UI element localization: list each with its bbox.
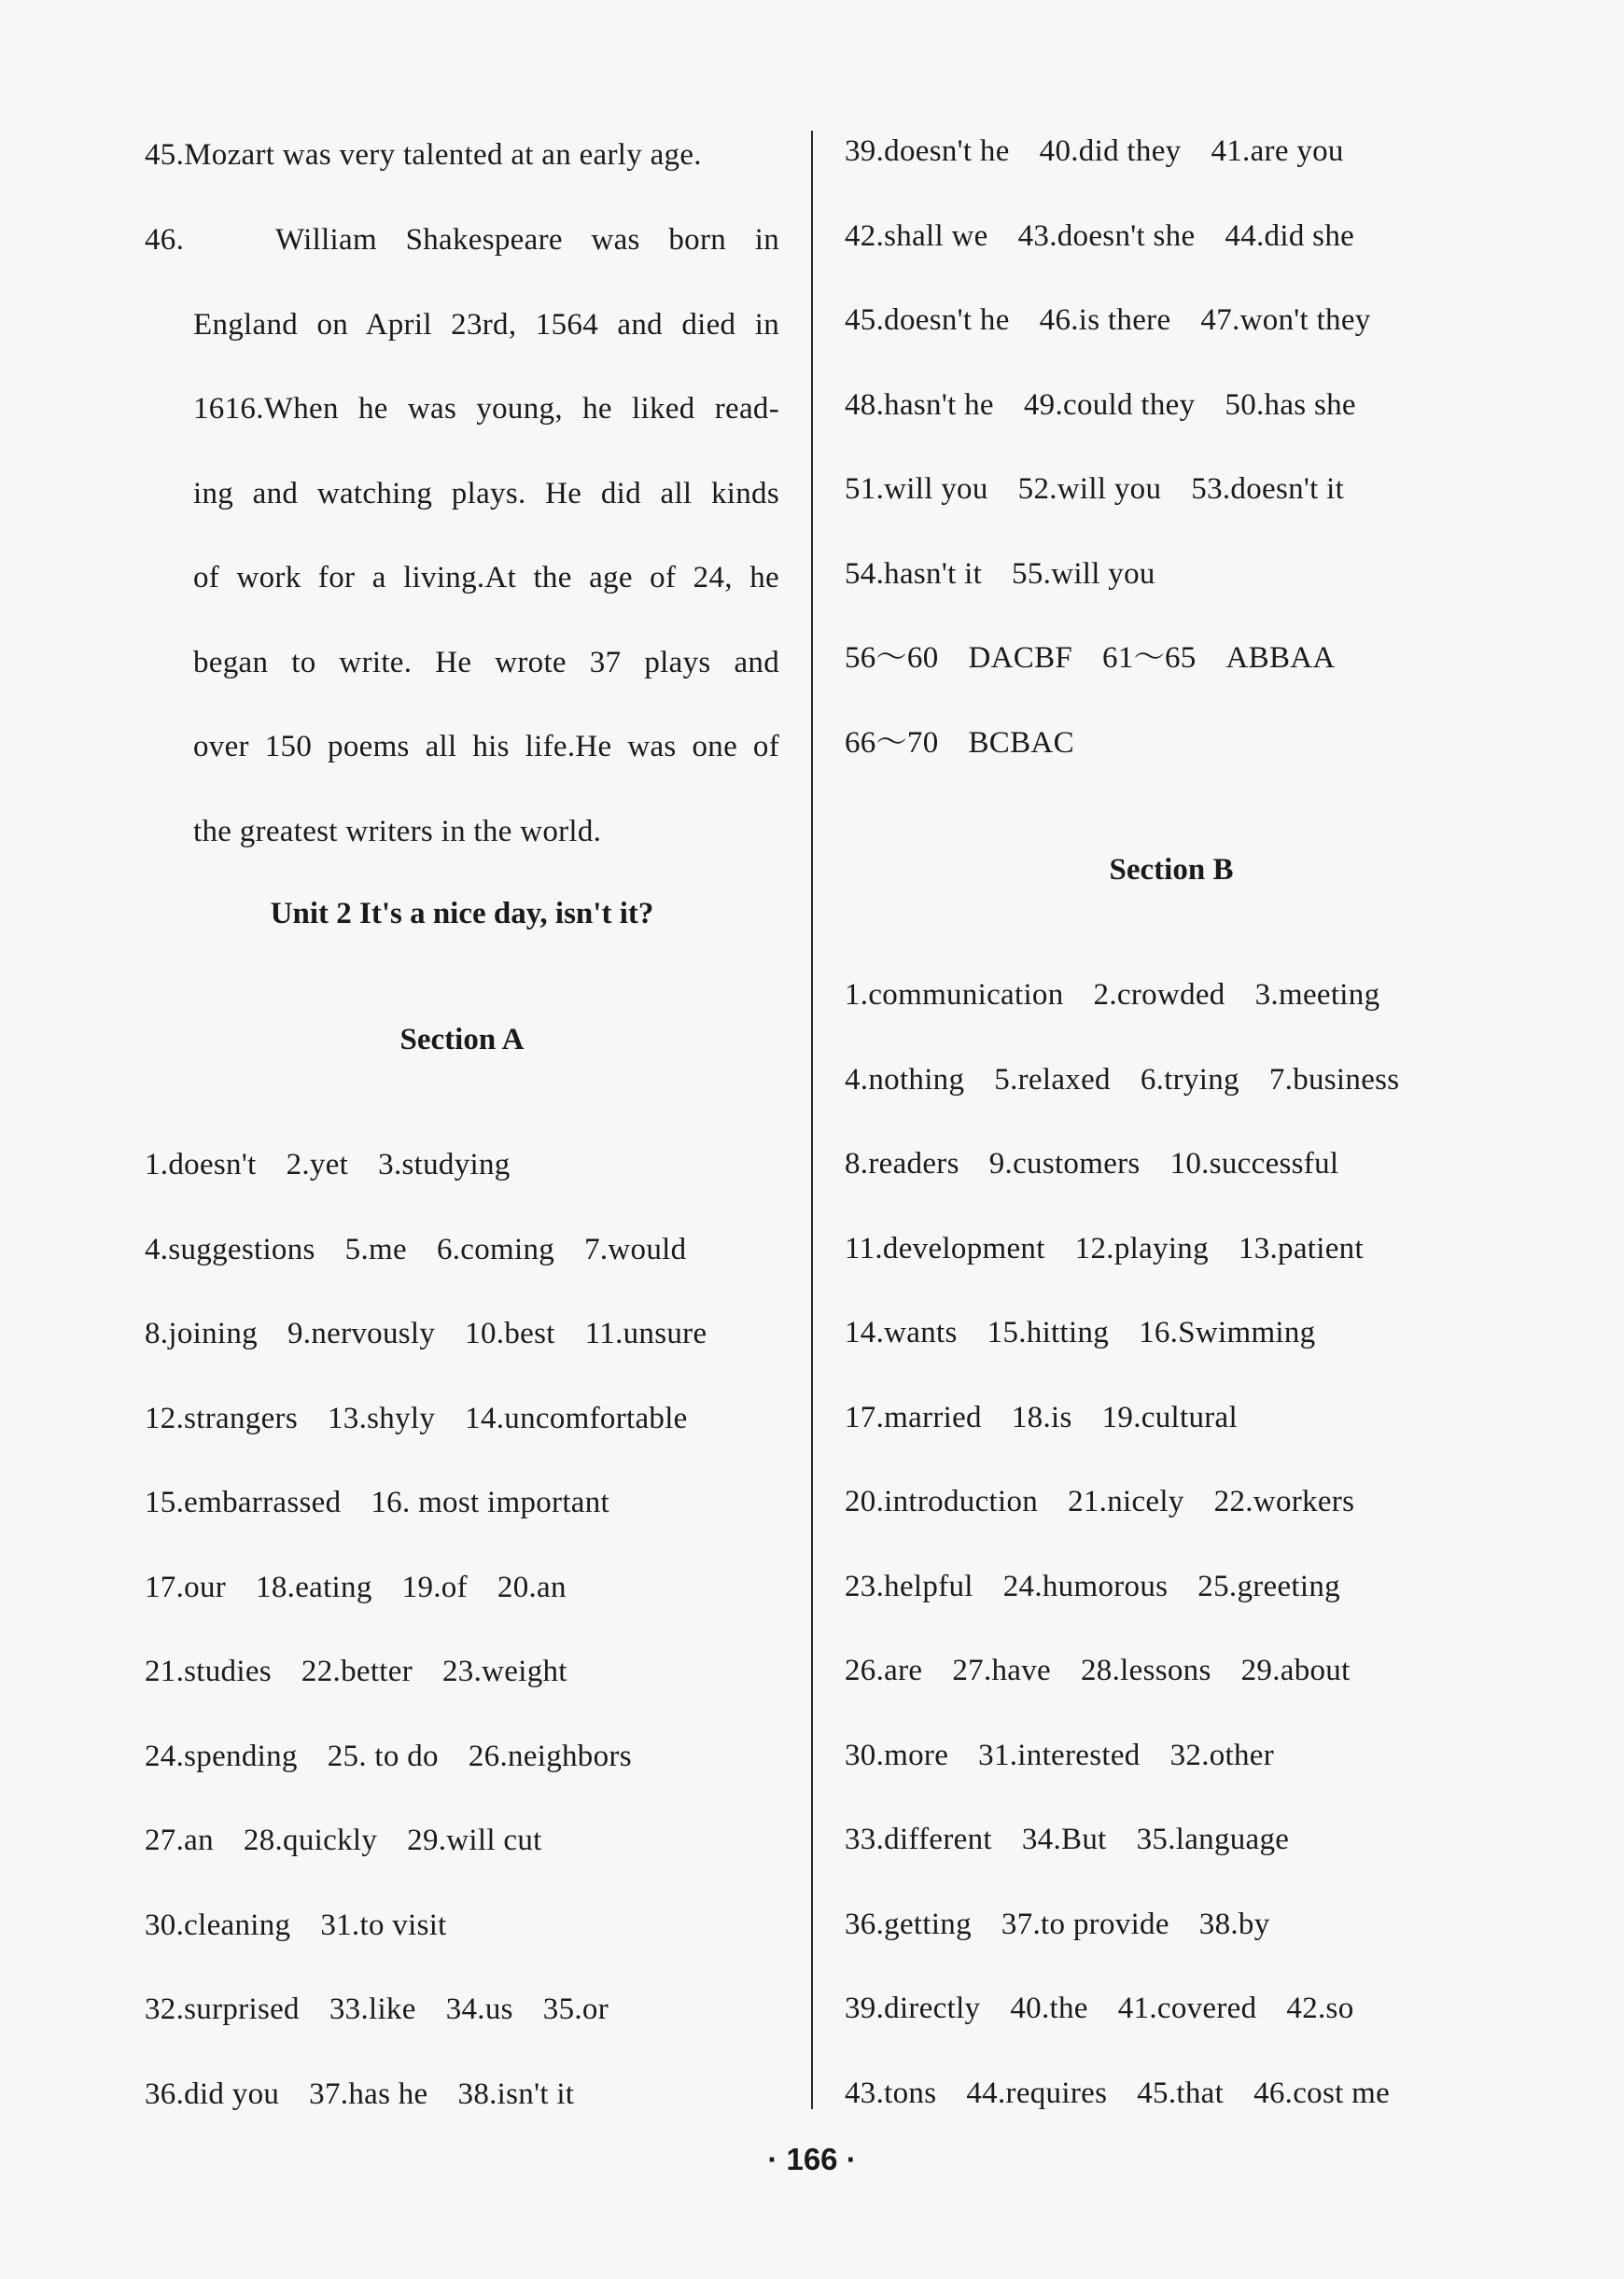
- answer-item: 23.helpful: [845, 1569, 973, 1603]
- answer-item: 45.doesn't he: [845, 303, 1010, 337]
- answer-item: 46.cost me: [1253, 2076, 1391, 2110]
- answer-row: [845, 217, 1498, 255]
- answer-item: 1.doesn't: [145, 1148, 257, 1181]
- answer-row: [845, 1314, 1498, 1351]
- answer-row: [845, 724, 1498, 762]
- answer-item: 66～70: [845, 725, 939, 760]
- answer-item: 56～60: [845, 641, 939, 675]
- answer-item: 32.surprised: [145, 1992, 300, 2026]
- answer-item: 25.greeting: [1197, 1569, 1340, 1603]
- answer-item: 2.yet: [286, 1148, 349, 1181]
- answer-row: [145, 1231, 779, 1268]
- answer-row: [145, 1146, 779, 1183]
- answer-item: 12.strangers: [145, 1401, 298, 1435]
- answer-item: 4.suggestions: [145, 1232, 315, 1266]
- answer-item: 50.has she: [1225, 387, 1356, 422]
- answer-item: 29.will cut: [407, 1824, 542, 1857]
- answer-item: 39.doesn't he: [845, 134, 1010, 168]
- answer-item: 27.have: [952, 1654, 1051, 1687]
- answer-item: 26.are: [845, 1654, 923, 1687]
- unit-title: Unit 2 It's a nice day, isn't it?: [270, 897, 654, 930]
- answer-item: 8.joining: [145, 1317, 258, 1350]
- answer-item: 14.uncomfortable: [465, 1401, 688, 1435]
- answer-item: 25. to do: [327, 1739, 439, 1773]
- answer-item: 43.doesn't she: [1017, 218, 1196, 253]
- answer-item: 20.an: [497, 1570, 567, 1604]
- answer-item: 6.coming: [436, 1232, 555, 1266]
- answer-row: [845, 1230, 1498, 1267]
- answer-row: [845, 386, 1498, 424]
- answer-item: 23.weight: [442, 1655, 567, 1688]
- paragraph-46-line: England on April 23rd, 1564 and died in: [193, 307, 779, 342]
- answer-item: 10.successful: [1169, 1147, 1339, 1181]
- answer-row: [845, 976, 1498, 1014]
- answer-item: 31.interested: [978, 1738, 1141, 1772]
- answer-item: 17.married: [845, 1400, 982, 1434]
- section-b-title: Section B: [1109, 853, 1234, 887]
- answer-item: 36.did you: [145, 2076, 280, 2111]
- answer-item: 28.lessons: [1081, 1654, 1211, 1687]
- paragraph-46-line: began to write. He wrote 37 plays and: [193, 645, 779, 679]
- answer-item: 53.doesn't it: [1191, 472, 1345, 506]
- answer-item: 18.is: [1011, 1400, 1072, 1434]
- paragraph-46-line: the greatest writers in the world.: [193, 814, 602, 848]
- answer-item: 61～65: [1102, 641, 1197, 675]
- answer-row: [145, 2076, 779, 2113]
- answer-item: 46.is there: [1039, 303, 1171, 337]
- answer-row: [845, 1568, 1498, 1605]
- answer-item: 28.quickly: [243, 1824, 378, 1857]
- answer-item: 16. most important: [371, 1486, 610, 1519]
- answer-row: [845, 1145, 1498, 1182]
- answer-item: 3.studying: [378, 1148, 511, 1181]
- answer-item: 5.relaxed: [994, 1062, 1111, 1097]
- answer-item: 33.like: [329, 1992, 416, 2026]
- answer-row: [145, 1569, 779, 1606]
- answer-item: 32.other: [1169, 1738, 1275, 1772]
- answer-row: [145, 1400, 779, 1437]
- answer-item: 27.an: [145, 1824, 214, 1857]
- paragraph-45: [145, 136, 779, 174]
- answer-row: [845, 2075, 1498, 2112]
- answer-item: 40.the: [1010, 1992, 1088, 2025]
- answer-row: [845, 470, 1498, 508]
- answer-item: 36.getting: [845, 1907, 972, 1941]
- paragraph-46-first-line: [145, 221, 779, 259]
- answer-item: 18.eating: [256, 1570, 372, 1604]
- answer-item: 37.has he: [309, 2076, 428, 2111]
- answer-item: 11.development: [845, 1231, 1045, 1265]
- answer-item: 42.shall we: [845, 218, 988, 253]
- answer-item: 38.by: [1198, 1907, 1270, 1941]
- answer-item: 37.to provide: [1001, 1907, 1169, 1941]
- answer-row: [145, 1484, 779, 1521]
- answer-row: [145, 1653, 779, 1690]
- answer-row: [845, 555, 1498, 593]
- answer-item: 43.tons: [845, 2076, 937, 2110]
- answer-item: 13.shyly: [327, 1401, 436, 1435]
- answer-item: 9.nervously: [287, 1317, 436, 1350]
- answer-item: 35.language: [1136, 1823, 1290, 1856]
- answer-item: 45.that: [1137, 2076, 1225, 2110]
- answer-item: 33.different: [845, 1823, 992, 1856]
- answer-item: BCBAC: [968, 725, 1074, 760]
- answer-item: 3.meeting: [1254, 978, 1380, 1012]
- answer-row: [845, 1990, 1498, 2027]
- answer-item: 34.But: [1021, 1823, 1107, 1856]
- answer-item: 44.did she: [1225, 218, 1355, 253]
- answer-item: 7.would: [584, 1232, 687, 1266]
- answer-item: 20.introduction: [845, 1485, 1039, 1518]
- answer-row: [145, 1315, 779, 1352]
- answer-item: 21.studies: [145, 1655, 272, 1688]
- column-divider: [811, 131, 813, 2109]
- answer-item: 41.covered: [1117, 1992, 1257, 2025]
- answer-item: 44.requires: [966, 2076, 1108, 2110]
- answer-item: 48.hasn't he: [845, 387, 994, 422]
- paragraph-46-line: of work for a living.At the age of 24, he: [193, 561, 779, 594]
- answer-item: 4.nothing: [845, 1062, 965, 1097]
- answer-item: 26.neighbors: [468, 1739, 632, 1773]
- answer-item: 31.to visit: [320, 1908, 447, 1942]
- answer-item: 8.readers: [845, 1147, 959, 1181]
- answer-item: 2.crowded: [1093, 978, 1225, 1012]
- answer-item: 54.hasn't it: [845, 556, 983, 591]
- answer-item: 22.better: [301, 1655, 413, 1688]
- answer-item: 12.playing: [1074, 1231, 1209, 1265]
- answer-item: 52.will you: [1017, 472, 1162, 506]
- paragraph-45-text: 45.Mozart was very talented at an early age.: [145, 138, 702, 172]
- answer-item: 35.or: [542, 1992, 609, 2026]
- answer-item: 41.are you: [1211, 134, 1344, 168]
- answer-item: 21.nicely: [1068, 1485, 1184, 1518]
- answer-row: [845, 639, 1498, 677]
- answer-item: 7.business: [1268, 1062, 1400, 1097]
- answer-row: [845, 1399, 1498, 1436]
- answer-item: 40.did they: [1039, 134, 1182, 168]
- answer-item: 13.patient: [1238, 1231, 1364, 1265]
- paragraph-46-line: over 150 poems all his life.He was one of: [193, 730, 779, 763]
- answer-row: [845, 1737, 1498, 1774]
- answer-item: 24.spending: [145, 1739, 298, 1773]
- answer-item: 30.more: [845, 1738, 949, 1772]
- answer-row: [145, 1907, 779, 1944]
- section-a-title: Section A: [399, 1023, 525, 1056]
- answer-row: [845, 1061, 1498, 1098]
- answer-row: [845, 1821, 1498, 1858]
- answer-row: [145, 1822, 779, 1859]
- answer-item: 47.won't they: [1200, 303, 1371, 337]
- answer-item: 1.communication: [845, 978, 1064, 1012]
- answer-item: ABBAA: [1225, 641, 1336, 675]
- answer-item: 10.best: [465, 1317, 555, 1350]
- paragraph-46-line: William Shakespeare was born in: [275, 223, 779, 257]
- answer-item: 6.trying: [1140, 1062, 1239, 1097]
- answer-item: 38.isn't it: [457, 2076, 575, 2111]
- answer-row: [845, 301, 1498, 339]
- paragraph-46-number: 46.: [145, 223, 185, 257]
- answer-item: 19.cultural: [1101, 1400, 1238, 1434]
- paragraph-46-line: ing and watching plays. He did all kinds: [193, 476, 779, 510]
- answer-item: 22.workers: [1213, 1485, 1355, 1518]
- answer-item: 14.wants: [845, 1316, 958, 1349]
- answer-item: 55.will you: [1012, 556, 1155, 591]
- answer-item: 30.cleaning: [145, 1908, 291, 1942]
- answer-item: 5.me: [344, 1232, 407, 1266]
- answer-item: 49.could they: [1023, 387, 1196, 422]
- answer-item: 51.will you: [845, 472, 988, 506]
- answer-row: [145, 1738, 779, 1775]
- answer-item: 9.customers: [988, 1147, 1141, 1181]
- answer-row: [845, 1483, 1498, 1520]
- answer-row: [845, 1906, 1498, 1943]
- answer-item: DACBF: [968, 641, 1073, 675]
- answer-item: 17.our: [145, 1570, 227, 1604]
- answer-row: [145, 1991, 779, 2028]
- answer-item: 15.hitting: [987, 1316, 1110, 1349]
- answer-item: 11.unsure: [584, 1317, 707, 1350]
- answer-item: 29.about: [1240, 1654, 1351, 1687]
- page-number: · 166 ·: [767, 2142, 857, 2176]
- answer-item: 16.Swimming: [1139, 1316, 1316, 1349]
- answer-row: [845, 1652, 1498, 1689]
- answer-item: 42.so: [1286, 1992, 1354, 2025]
- answer-item: 24.humorous: [1002, 1569, 1169, 1603]
- answer-item: 15.embarrassed: [145, 1486, 342, 1519]
- answer-item: 39.directly: [845, 1992, 981, 2025]
- answer-item: 19.of: [401, 1570, 468, 1604]
- paragraph-46-line: 1616.When he was young, he liked read-: [193, 392, 779, 426]
- answer-item: 34.us: [445, 1992, 513, 2026]
- answer-row: [845, 133, 1498, 170]
